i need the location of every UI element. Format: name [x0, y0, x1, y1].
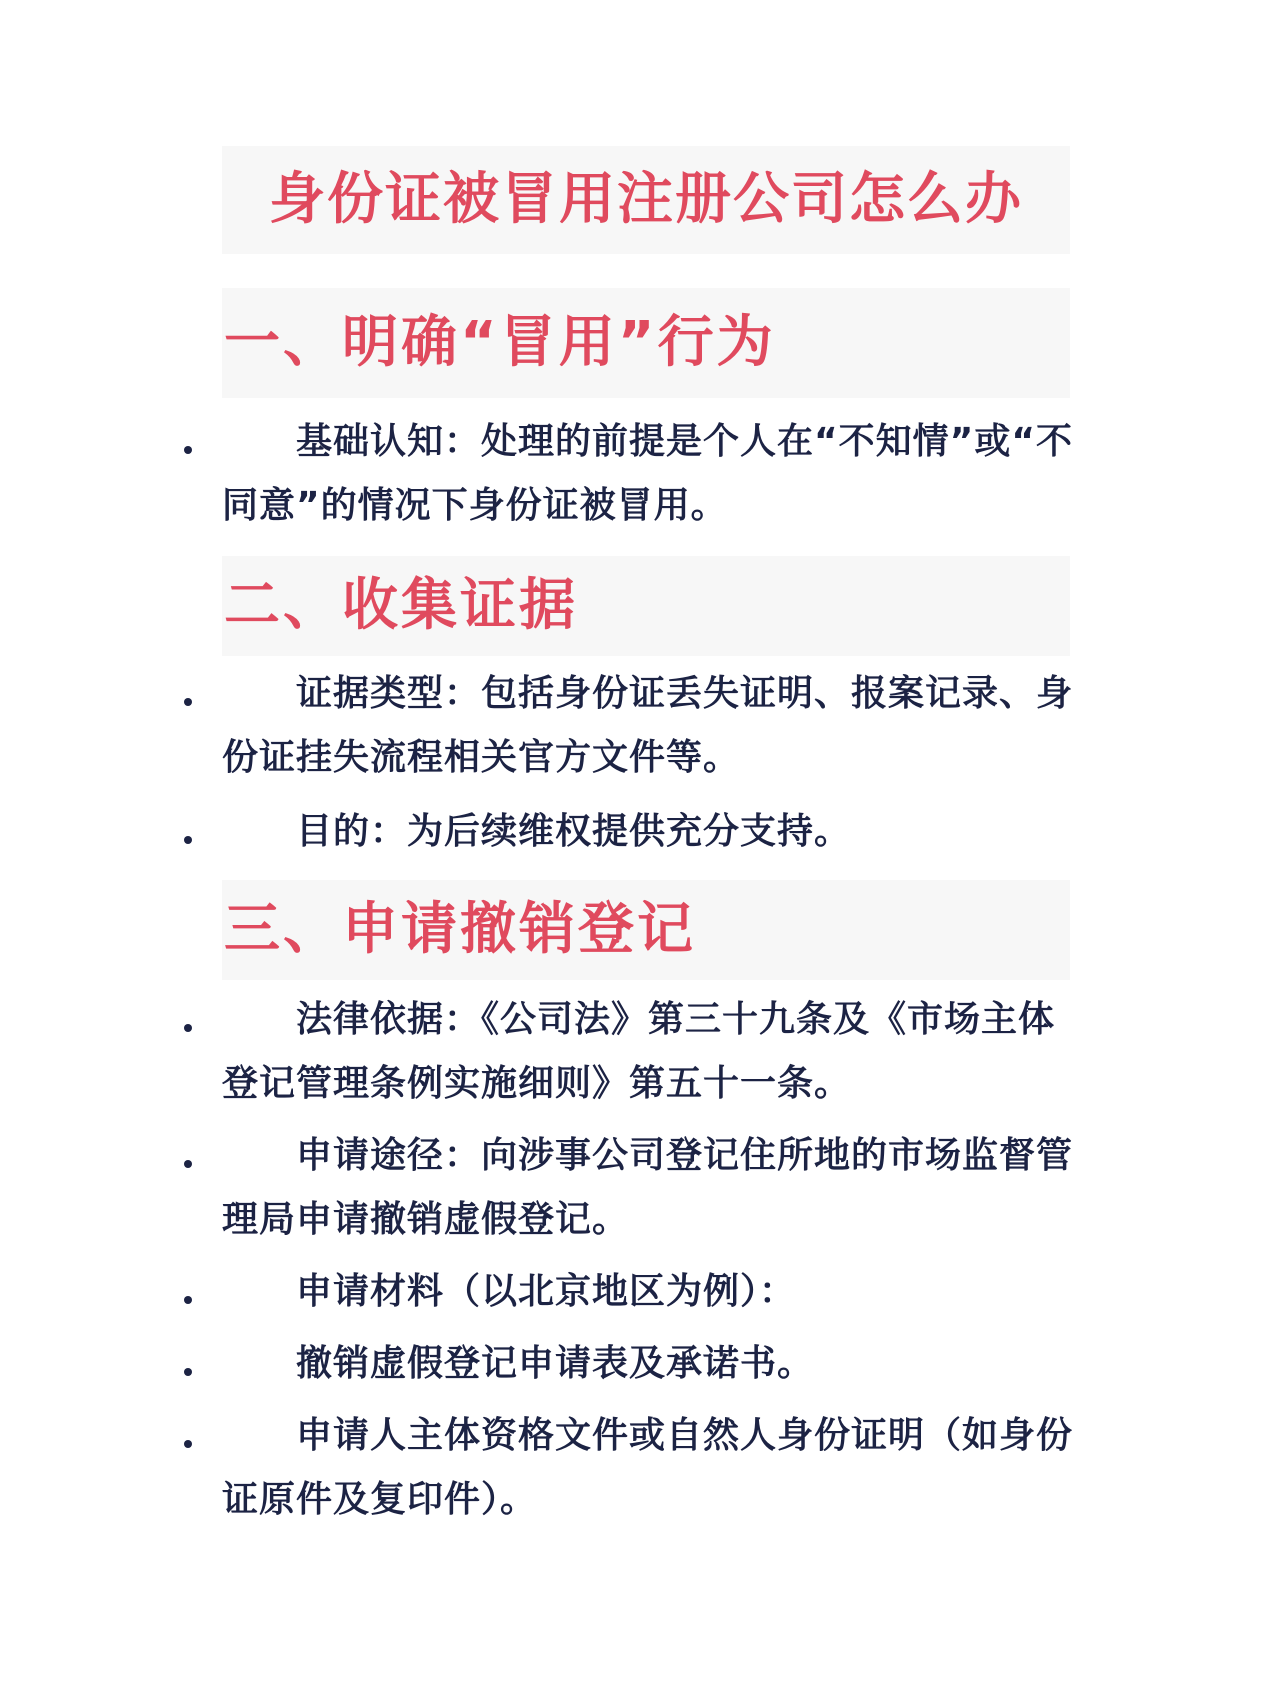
bullet-icon: [184, 836, 192, 844]
list-item: 申请人主体资格文件或自然人身份证明（如身份证原件及复印件）。: [222, 1415, 1074, 1520]
section-heading-3: 三、申请撤销登记: [222, 880, 1070, 980]
bullet-icon: [184, 1368, 192, 1376]
list-item: 目的：为后续维权提供充分支持。: [296, 811, 852, 852]
bullet-icon: [184, 1296, 192, 1304]
bullet-icon: [184, 1024, 192, 1032]
bullet-icon: [184, 698, 192, 706]
bullet-icon: [184, 1160, 192, 1168]
page-title: 身份证被冒用注册公司怎么办: [222, 146, 1070, 254]
list-item: 申请途径：向涉事公司登记住所地的市场监督管理局申请撤销虚假登记。: [222, 1135, 1074, 1240]
bullet-icon: [184, 1440, 192, 1448]
section-heading-2: 二、收集证据: [222, 556, 1070, 656]
list-item: 证据类型：包括身份证丢失证明、报案记录、身份证挂失流程相关官方文件等。: [222, 673, 1074, 778]
list-item: 基础认知：处理的前提是个人在“不知情”或“不同意”的情况下身份证被冒用。: [222, 421, 1073, 526]
bullet-icon: [184, 446, 192, 454]
list-item: 法律依据：《公司法》第三十九条及《市场主体登记管理条例实施细则》第五十一条。: [222, 999, 1056, 1104]
section-heading-1: 一、明确“冒用”行为: [222, 288, 1070, 398]
list-item: 申请材料（以北京地区为例）：: [296, 1271, 797, 1312]
list-item: 撤销虚假登记申请表及承诺书。: [296, 1343, 815, 1384]
